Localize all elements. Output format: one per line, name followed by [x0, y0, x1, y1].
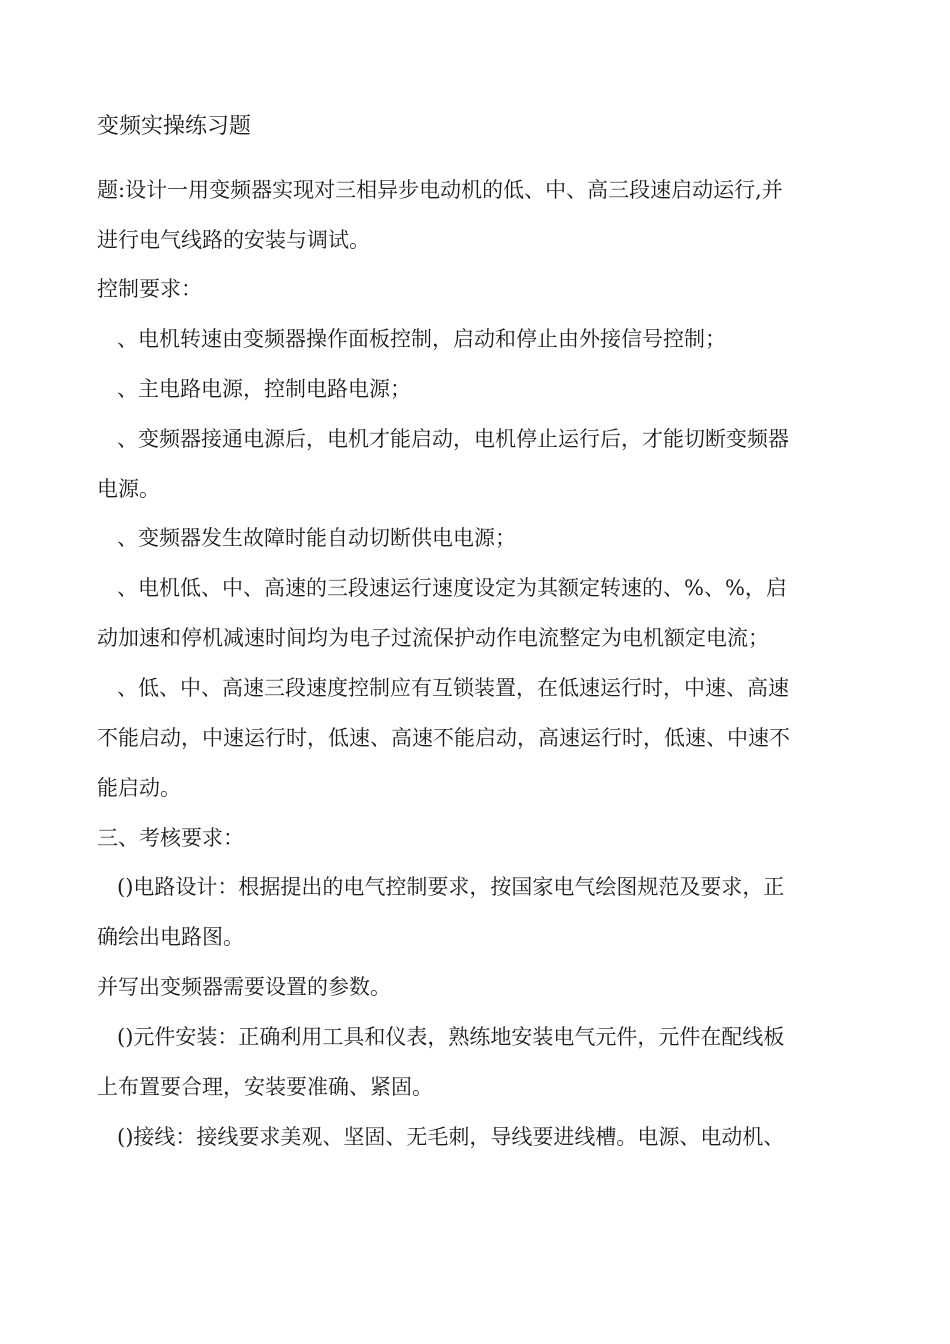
document-title: 变频实操练习题 — [97, 114, 252, 139]
assessment-item-1-cont: 确绘出电路图。 — [97, 925, 244, 949]
control-item-4: 、变频器发生故障时能自动切断供电电源； — [117, 526, 516, 550]
control-item-5: 、电机低、中、高速的三段速运行速度设定为其额定转速的、%、%，启 — [117, 576, 787, 600]
control-item-2: 、主电路电源，控制电路电源； — [117, 377, 411, 401]
assessment-item-3-cont: 上布置要合理，安装要准确、紧固。 — [97, 1075, 433, 1099]
control-item-1: 、电机转速由变频器操作面板控制，启动和停止由外接信号控制； — [117, 327, 726, 351]
control-item-6-cont-2: 能启动。 — [97, 776, 181, 800]
assessment-item-1: ()电路设计：根据提出的电气控制要求，按国家电气绘图规范及要求，正 — [117, 875, 785, 899]
control-item-6-cont-1: 不能启动，中速运行时，低速、高速不能启动，高速运行时，低速、中速不 — [97, 726, 790, 750]
assessment-item-4: ()接线：接线要求美观、坚固、无毛刺，导线要进线槽。电源、电动机、 — [117, 1125, 785, 1149]
control-item-3-cont: 电源。 — [97, 477, 160, 501]
control-item-3: 、变频器接通电源后，电机才能启动，电机停止运行后，才能切断变频器 — [117, 427, 789, 451]
control-heading: 控制要求： — [97, 277, 202, 301]
assessment-item-3: ()元件安装：正确利用工具和仪表，熟练地安装电气元件，元件在配线板 — [117, 1025, 785, 1049]
control-item-5-cont: 动加速和停机减速时间均为电子过流保护动作电流整定为电机额定电流； — [97, 626, 769, 650]
question-line-2: 进行电气线路的安装与调试。 — [97, 228, 370, 252]
question-line-1: 题:设计一用变频器实现对三相异步电动机的低、中、高三段速启动运行,并 — [97, 178, 783, 202]
assessment-heading: 三、考核要求： — [97, 826, 244, 850]
control-item-6: 、低、中、高速三段速度控制应有互锁装置，在低速运行时，中速、高速 — [117, 676, 789, 700]
assessment-item-2: 并写出变频器需要设置的参数。 — [97, 975, 391, 999]
